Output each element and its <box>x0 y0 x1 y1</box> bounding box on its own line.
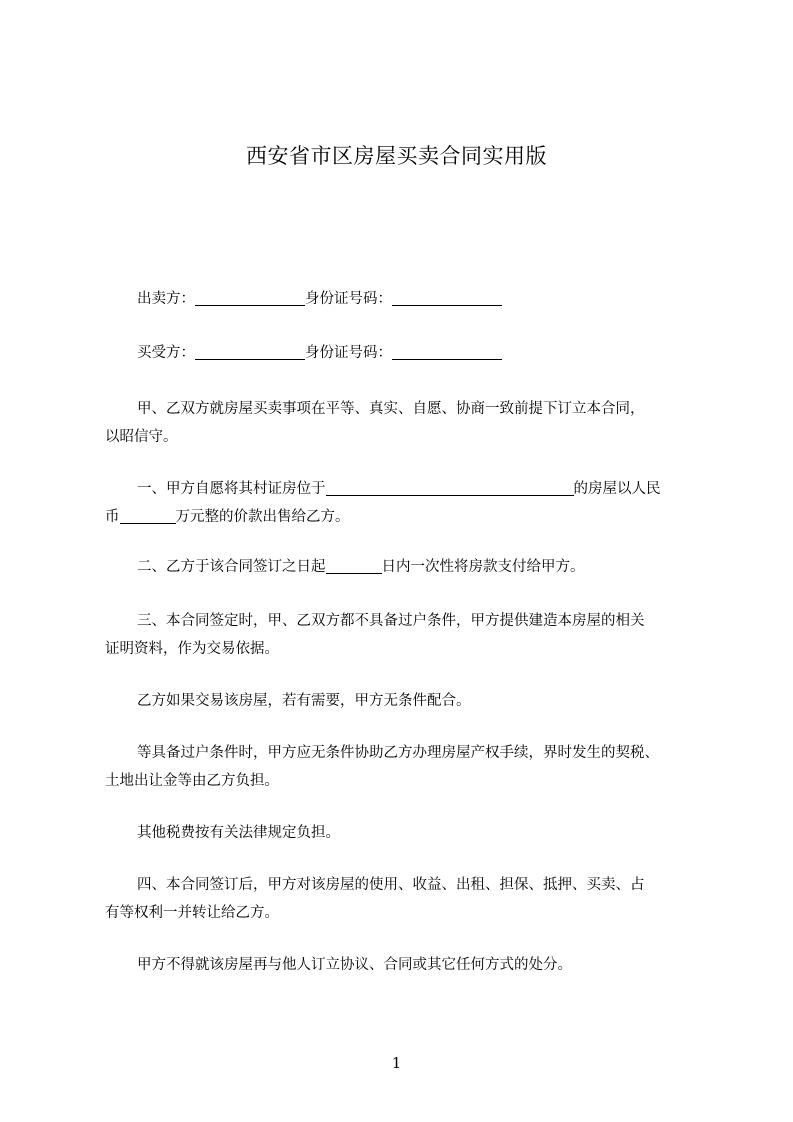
buyer-id-blank <box>392 341 502 360</box>
days-blank <box>326 555 382 574</box>
clause4-line-1: 四、本合同签订后，甲方对该房屋的使用、收益、出租、担保、抵押、买卖、占 <box>137 877 645 893</box>
buyer-name-blank <box>195 341 305 360</box>
taxes-paragraph: 其他税费按有关法律规定负担。 <box>137 825 340 841</box>
seller-name-blank <box>195 287 305 306</box>
buyer-line <box>137 336 737 370</box>
house-location-blank <box>326 477 574 496</box>
clause1-currency: 币 <box>105 509 120 525</box>
clause1-text-post: 万元整的价款出售给乙方。 <box>175 509 350 525</box>
clause4-line-2: 有等权利一并转让给乙方。 <box>105 905 279 921</box>
no-dispose-paragraph: 甲方不得就该房屋再与他人订立协议、合同或其它任何方式的处分。 <box>137 957 572 973</box>
document-title: 西安省市区房屋买卖合同实用版 <box>246 144 547 168</box>
clause2-line <box>137 550 737 584</box>
clause2-text-pre: 二、乙方于该合同签订之日起 <box>137 559 326 575</box>
seller-line <box>137 282 737 316</box>
intro-line-2: 以昭信守。 <box>105 429 178 445</box>
seller-id-blank <box>392 287 502 306</box>
buyer-trade-paragraph: 乙方如果交易该房屋，若有需要，甲方无条件配合。 <box>137 693 471 709</box>
clause3-line-1: 三、本合同签定时，甲、乙双方都不具备过户条件，甲方提供建造本房屋的相关 <box>137 613 645 629</box>
buyer-label: 买受方： <box>137 345 195 361</box>
clause1-text-mid: 的房屋以人民 <box>573 481 661 497</box>
price-blank <box>120 505 176 524</box>
seller-label: 出卖方： <box>137 291 195 307</box>
transfer-line-2: 土地出让金等由乙方负担。 <box>105 773 279 789</box>
buyer-id-label: 身份证号码： <box>305 345 392 361</box>
clause1-line-2 <box>105 500 705 534</box>
transfer-line-1: 等具备过户条件时，甲方应无条件协助乙方办理房屋产权手续，界时发生的契税、 <box>137 745 659 761</box>
clause1-text-pre: 一、甲方自愿将其村证房位于 <box>137 481 326 497</box>
clause2-text-post: 日内一次性将房款支付给甲方。 <box>381 559 585 575</box>
seller-id-label: 身份证号码： <box>305 291 392 307</box>
intro-line-1: 甲、乙双方就房屋买卖事项在平等、真实、自愿、协商一致前提下订立本合同， <box>137 401 645 417</box>
clause3-line-2: 证明资料，作为交易依据。 <box>105 641 279 657</box>
page-number: 1 <box>391 1054 402 1072</box>
